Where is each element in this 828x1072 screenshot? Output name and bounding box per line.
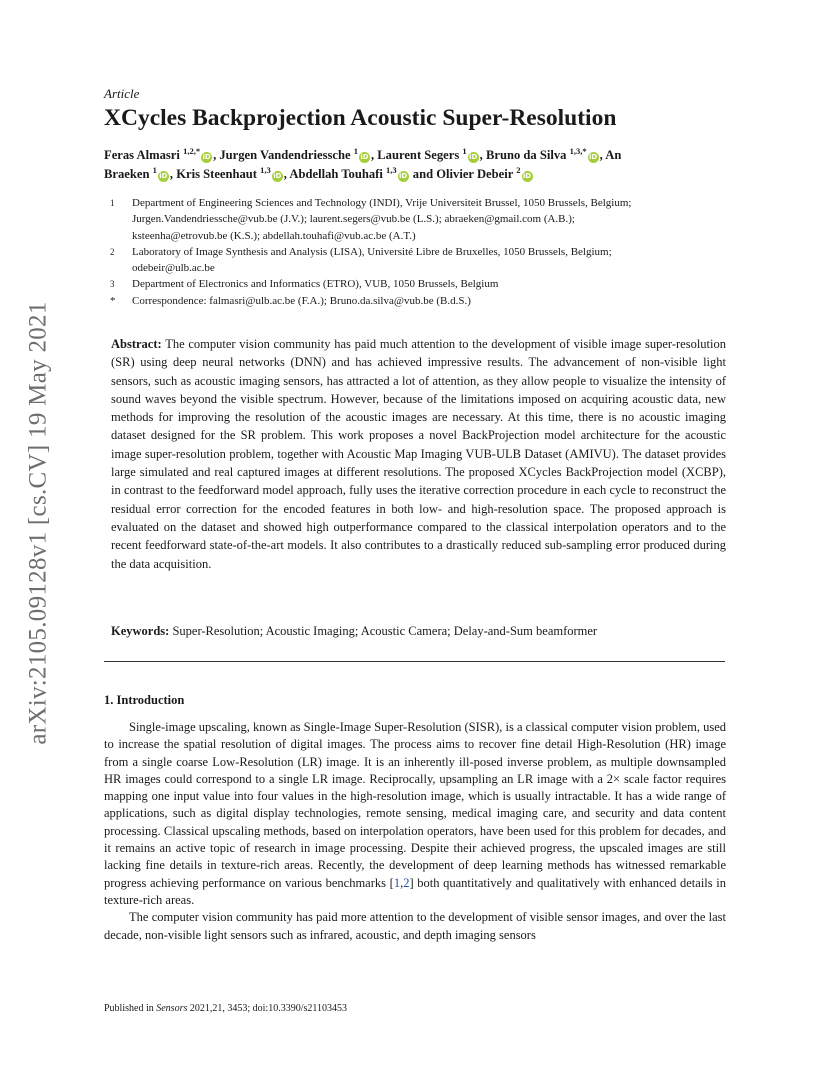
author [176,167,284,181]
paper-title: XCycles Backprojection Acoustic Super-Resolution [104,105,617,131]
affiliation-item [104,293,729,309]
citation-separator: , [400,875,404,890]
author-separator: , [213,148,220,163]
author-separator: , [169,167,177,182]
affiliation-text [132,244,729,277]
orcid-icon[interactable]: iD [159,172,168,181]
affiliation-number: 1 [110,198,115,208]
keywords [111,624,726,639]
abstract [111,335,726,573]
orcid-icon[interactable]: iD [522,172,532,181]
author-line [104,146,729,165]
affiliation-line: ksteenha@etrovub.be (K.S.); abdellah.touhafi@vub.ac.be (A.T.) [132,229,416,242]
affiliation-item [104,276,729,292]
author-separator: , [479,148,486,163]
affiliation-marker: 1 [353,146,358,157]
abstract-text: The computer vision community has paid much attention to the development of visible image super-resolution (SR) using deep neural networks (DNN) and has achieved impressive results. The advancement of non-visible light sensors, such as acoustic imaging sensors, has attracted a lot of attention, as they allow people to visualize the intensity of sound waves beyond the visible spectrum. However, because of the limitations imposed on acquiring acoustic data, new methods for improving the resolution of the acoustic images are necessary. At this time, there is no acoustic imaging dataset designed for the SR problem. This work proposes a novel BackProjection model architecture for the acoustic image super-resolution problem, together with Acoustic Map Imaging VUB-ULB Dataset (AMIVU). The dataset provides large simulated and real captured images at different resolutions. The proposed XCycles BackProjection model (XCBP), in contrast to the feedforward model approach, fully uses the iterative correction procedure in each cycle to reconstruct the residual error correction for the encoded features in both low- and high-resolution space. The proposed approach is evaluated on the dataset and showed high outperformance compared to the classical interpolation operators and to the recent feedforward state-of-the-art models. It also contributes to a drastically reduced sub-sampling error produced during the data acquisition. [111,337,726,571]
affiliation-marker: 1,3,* [569,146,587,157]
affiliation-text [132,293,729,309]
orcid-icon[interactable]: iD [273,172,282,181]
affiliation-line: Laboratory of Image Synthesis and Analysis (LISA), Université Libre de Bruxelles, 1050 Brussels, Belgium; [132,245,612,258]
author-name: Braeken [104,167,150,182]
arxiv-identifier: arXiv:2105.09128v1 [cs.CV] 19 May 2021 [25,301,53,745]
affiliation-item [104,195,729,244]
affiliation-line: Department of Electronics and Informatics (ETRO), VUB, 1050 Brussels, Belgium [132,278,499,291]
author [486,148,600,162]
affiliation-marker: 1,3 [386,165,397,176]
paragraph-text: Single-image upscaling, known as Single-Image Super-Resolution (SISR), is a classical computer vision problem, used to increase the spatial resolution of digital images. The process aims to recover fine detail High-Resolution (HR) image from a single coarse Low-Resolution (LR) image. It is an inherently ill-posed inverse problem, as multiple downsampled HR images could correspond to a single LR image. Reciprocally, upsampling an LR image with a 2× scale factor requires mapping one input value into four values in the high-resolution image, which is usually intractable. It has a wide range of applications, such as digital display technologies, remote sensing, medical imaging care, and security and data content processing. Classical upscaling methods, based on interpolation operators, have been used for this problem for decades, and it remains an active topic of research in image processing. Despite their achieved progress, the upscaled images are still lacking fine details in texture-rich areas. Recently, the development of deep learning methods has witnessed remarkable progress achieving performance on various benchmarks [ [104,720,726,890]
affiliation-line: Department of Engineering Sciences and Technology (INDI), Vrije Universiteit Brussel, 1050 Brussels, Belgium; [132,197,632,209]
affiliation-line: odebeir@ulb.ac.be [132,262,215,275]
article-type-label: Article [104,86,140,101]
author-separator: and [409,167,437,182]
body-text [104,719,726,944]
author-separator: , [283,167,290,182]
affiliation-marker: 2 [516,165,521,176]
author-separator: , [370,148,378,163]
citation-link[interactable]: 1 [393,875,401,890]
affiliation-text [132,276,729,292]
affiliation-marker: 1 [462,146,467,157]
orcid-icon[interactable]: iD [469,153,478,162]
journal-name: Sensors [156,1003,188,1014]
author [436,167,533,181]
affiliation-line: Correspondence: falmasri@ulb.ac.be (F.A.); Bruno.da.silva@vub.be (B.d.S.) [132,294,471,307]
affiliation-marker: 1,3 [260,165,271,176]
author [104,148,213,162]
section-heading: 1. Introduction [104,693,185,707]
affiliation-line: Jurgen.Vandendriessche@vub.be (J.V.); laurent.segers@vub.be (L.S.); abraeken@gmail.com (A.B.); [132,213,575,226]
author [377,148,479,162]
publication-footer [104,1003,347,1014]
author-name: Feras Almasri [104,148,180,163]
paper-header [104,86,729,184]
paragraph [104,719,726,909]
footer-prefix: Published in [104,1003,157,1014]
arxiv-sidebar [20,283,58,763]
paragraph-text: The computer vision community has paid more attention to the development of visible sensor images, and over the last decade, non-visible light sensors such as infrared, acoustic, and depth imaging sensors [104,910,726,942]
author-name: Bruno da Silva [485,148,567,163]
paragraph [104,909,726,944]
affiliation-number: 2 [110,246,115,257]
footer-citation: 2021,21, 3453; doi:10.3390/s21103453 [187,1003,347,1014]
author [289,167,409,181]
author-name: Laurent Segers [377,148,460,163]
citation-link[interactable]: 2 [403,875,410,890]
orcid-icon[interactable]: iD [399,172,408,181]
author-name: An [605,148,622,163]
author-name: Kris Steenhaut [176,167,258,182]
orcid-icon[interactable]: iD [360,153,369,162]
keywords-text: Super-Resolution; Acoustic Imaging; Acoustic Camera; Delay-and-Sum beamformer [172,624,598,638]
affiliation-number: 3 [110,279,115,290]
paragraph-text: ] both quantitatively and qualitatively with enhanced details in texture-rich areas. [104,875,726,907]
abstract-label: Abstract: [111,337,162,351]
affiliation-number: * [110,294,116,307]
author [605,148,621,162]
author [104,167,170,181]
author-separator: , [599,148,606,163]
section-divider [104,661,725,662]
author-name: Olivier Debeir [436,167,514,182]
author-name: Jurgen Vandendriessche [219,148,351,163]
affiliations [104,195,729,309]
orcid-icon[interactable]: iD [202,153,211,162]
keywords-label: Keywords: [111,624,170,638]
author [219,148,371,162]
orcid-icon[interactable]: iD [589,153,598,162]
affiliation-item [104,244,729,277]
author-list [104,146,729,184]
affiliation-marker: 1 [152,165,157,176]
affiliation-text [132,195,729,244]
author-line [104,165,729,184]
affiliation-marker: 1,2,* [183,146,201,157]
author-name: Abdellah Touhafi [289,167,383,182]
